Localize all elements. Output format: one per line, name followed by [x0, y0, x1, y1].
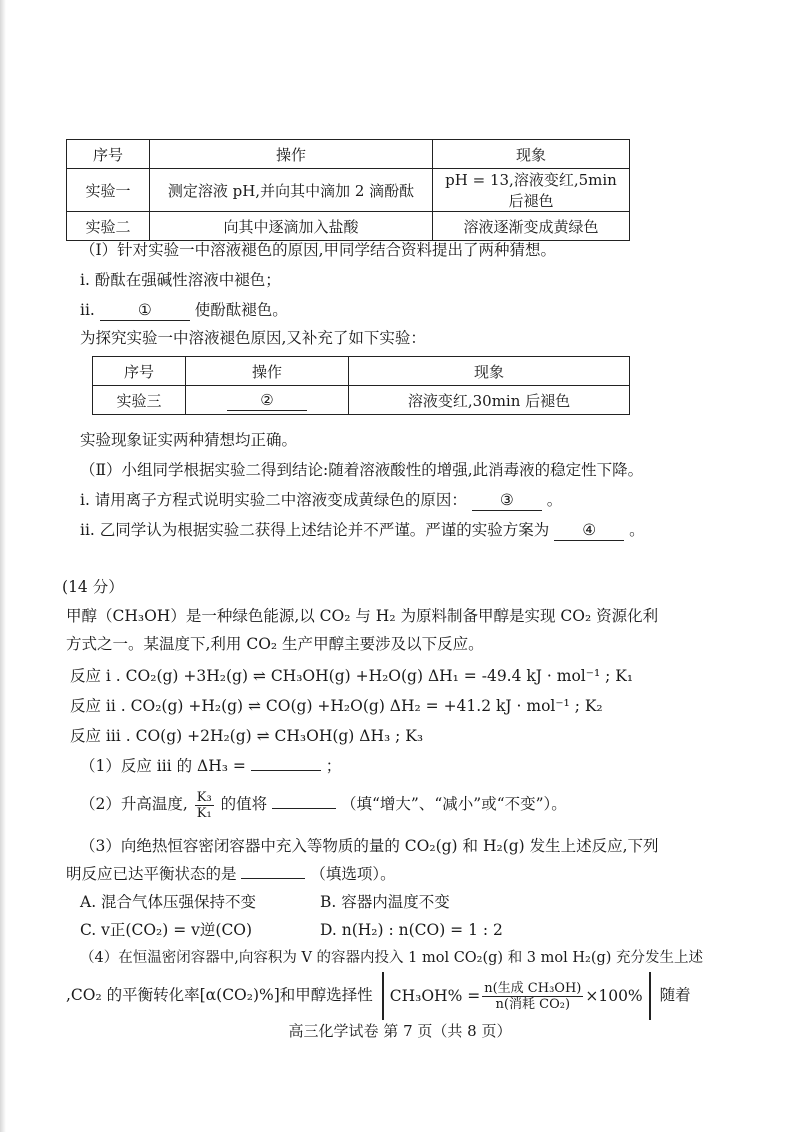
answer-blank-q3[interactable]: [241, 878, 305, 879]
table-header-row: [67, 140, 630, 169]
table-cell: pH = 13,溶液变红,5min 后褪色: [433, 169, 630, 212]
score-text: 14 分）: [68, 578, 124, 596]
header-cell: 现象: [433, 140, 630, 169]
answer-blank-4[interactable]: ④: [554, 520, 624, 541]
fraction-denominator: n(消耗 CO₂): [495, 996, 571, 1012]
table-cell: 向其中逐滴加入盐酸: [150, 212, 433, 241]
q2-prefix-text: （2）升高温度,: [80, 795, 188, 813]
q1-text: （1）反应 ⅲ 的 ΔH₃ =: [80, 757, 246, 775]
reaction-1: 反应 ⅰ . CO₂(g) +3H₂(g) ⇌ CH₃OH(g) +H₂O(g) ΔH₁ = -49.4 kJ · mol⁻¹ ; K₁: [70, 667, 634, 685]
table-row: [67, 169, 630, 212]
sub-question-4-line2: [66, 972, 691, 1020]
header-cell: 序号: [67, 140, 150, 169]
part2-q1: [80, 488, 562, 512]
experiment-table-2: [92, 356, 630, 415]
selectivity-formula: [382, 972, 651, 1020]
table-cell: 溶液变红,30min 后褪色: [349, 386, 630, 415]
reaction-3: 反应 ⅲ . CO(g) +2H₂(g) ⇌ CH₃OH(g) ΔH₃ ; K₃: [70, 727, 424, 745]
reaction-2: 反应 ⅱ . CO₂(g) +H₂(g) ⇌ CO(g) +H₂O(g) ΔH₂ = +41.2 kJ · mol⁻¹ ; K₂: [70, 697, 603, 715]
table-cell-blank[interactable]: [186, 386, 349, 415]
q2-hint: （填“增大”、“减小”或“不变”）。: [341, 795, 567, 813]
fraction-numerator: K₃: [196, 789, 212, 805]
guess-2-prefix: ii.: [80, 301, 95, 319]
table-cell: 实验一: [67, 169, 150, 212]
q2-suffix: 。: [629, 521, 645, 539]
header-cell: 现象: [349, 357, 630, 386]
formula-rhs: ×100%: [585, 987, 643, 1005]
answer-blank-1[interactable]: ①: [100, 300, 190, 321]
table-row: [93, 386, 630, 415]
part1-intro: （Ⅰ）针对实验一中溶液褪色的原因,甲同学结合资料提出了两种猜想。: [80, 241, 557, 259]
q4-line2-suffix: 随着: [659, 986, 691, 1004]
experiment-table-1: [66, 139, 630, 241]
sub-question-1: [80, 754, 341, 778]
formula-lhs: CH₃OH% =: [389, 987, 481, 1005]
header-cell: 序号: [93, 357, 186, 386]
q3-hint: （填选项）。: [310, 865, 396, 883]
confirm-text: 实验现象证实两种猜想均正确。: [80, 431, 298, 449]
selectivity-fraction: [482, 981, 583, 1012]
table-cell: 溶液逐渐变成黄绿色: [433, 212, 630, 241]
supplement-text: 为探究实验一中溶液褪色原因,又补充了如下实验：: [80, 329, 426, 347]
q2-prefix: ii. 乙同学认为根据实验二获得上述结论并不严谨。严谨的实验方案为: [80, 521, 550, 539]
header-cell: 操作: [186, 357, 349, 386]
answer-blank-3[interactable]: ③: [472, 490, 542, 511]
table-cell: 实验三: [93, 386, 186, 415]
answer-blank-2[interactable]: ②: [227, 390, 307, 411]
answer-blank-dh3[interactable]: [251, 770, 321, 771]
option-c: C. v正(CO₂) = v逆(CO): [80, 921, 253, 939]
answer-blank-k[interactable]: [272, 808, 336, 809]
part2-q2: [80, 518, 645, 542]
sub-question-3-line2: [66, 862, 396, 886]
guess-2-suffix: 使酚酞褪色。: [194, 301, 288, 319]
table-header-row: [93, 357, 630, 386]
guess-2: [80, 298, 288, 322]
scan-shadow: [0, 0, 6, 1132]
methanol-intro-2: 方式之一。某温度下,利用 CO₂ 生产甲醇主要涉及以下反应。: [66, 635, 484, 653]
option-a: A. 混合气体压强保持不变: [80, 893, 257, 911]
methanol-intro-1: 甲醇（CH₃OH）是一种绿色能源,以 CO₂ 与 H₂ 为原料制备甲醇是实现 CO₂ 资源化利: [66, 607, 659, 625]
option-b: B. 容器内温度不变: [320, 893, 450, 911]
sub-question-3-line1: （3）向绝热恒容密闭容器中充入等物质的量的 CO₂(g) 和 H₂(g) 发生上述反应,下列: [80, 837, 659, 855]
table-cell: 测定溶液 pH,并向其中滴加 2 滴酚酞: [150, 169, 433, 212]
q1-end: ；: [325, 757, 342, 775]
q3-line2-text: 明反应已达平衡状态的是: [66, 865, 237, 883]
table-row: [67, 212, 630, 241]
q1-prefix: i. 请用离子方程式说明实验二中溶液变成黄绿色的原因：: [80, 491, 467, 509]
sub-question-4-line1: （4）在恒温密闭容器中,向容积为 V 的容器内投入 1 mol CO₂(g) 和 3 mol H₂(g) 充分发生上述: [80, 950, 704, 966]
fraction-denominator: K₁: [196, 805, 212, 821]
q1-suffix: 。: [546, 491, 563, 509]
k-ratio-fraction: [195, 790, 214, 821]
q2-suffix-text: 的值将: [220, 795, 268, 813]
question-score: (14 分）: [62, 578, 124, 596]
q4-line2-prefix: ,CO₂ 的平衡转化率[α(CO₂)%]和甲醇选择性: [66, 986, 373, 1004]
guess-1: i. 酚酞在强碱性溶液中褪色；: [80, 271, 281, 289]
header-cell: 操作: [150, 140, 433, 169]
option-d: D. n(H₂) : n(CO) = 1 : 2: [320, 921, 503, 939]
part2-intro: （Ⅱ）小组同学根据实验二得到结论:随着溶液酸性的增强,此消毒液的稳定性下降。: [80, 461, 644, 479]
sub-question-2: [80, 784, 567, 824]
page-footer: 高三化学试卷 第 7 页（共 8 页）: [288, 1022, 512, 1040]
fraction-numerator: n(生成 CH₃OH): [484, 980, 582, 996]
table-cell: 实验二: [67, 212, 150, 241]
